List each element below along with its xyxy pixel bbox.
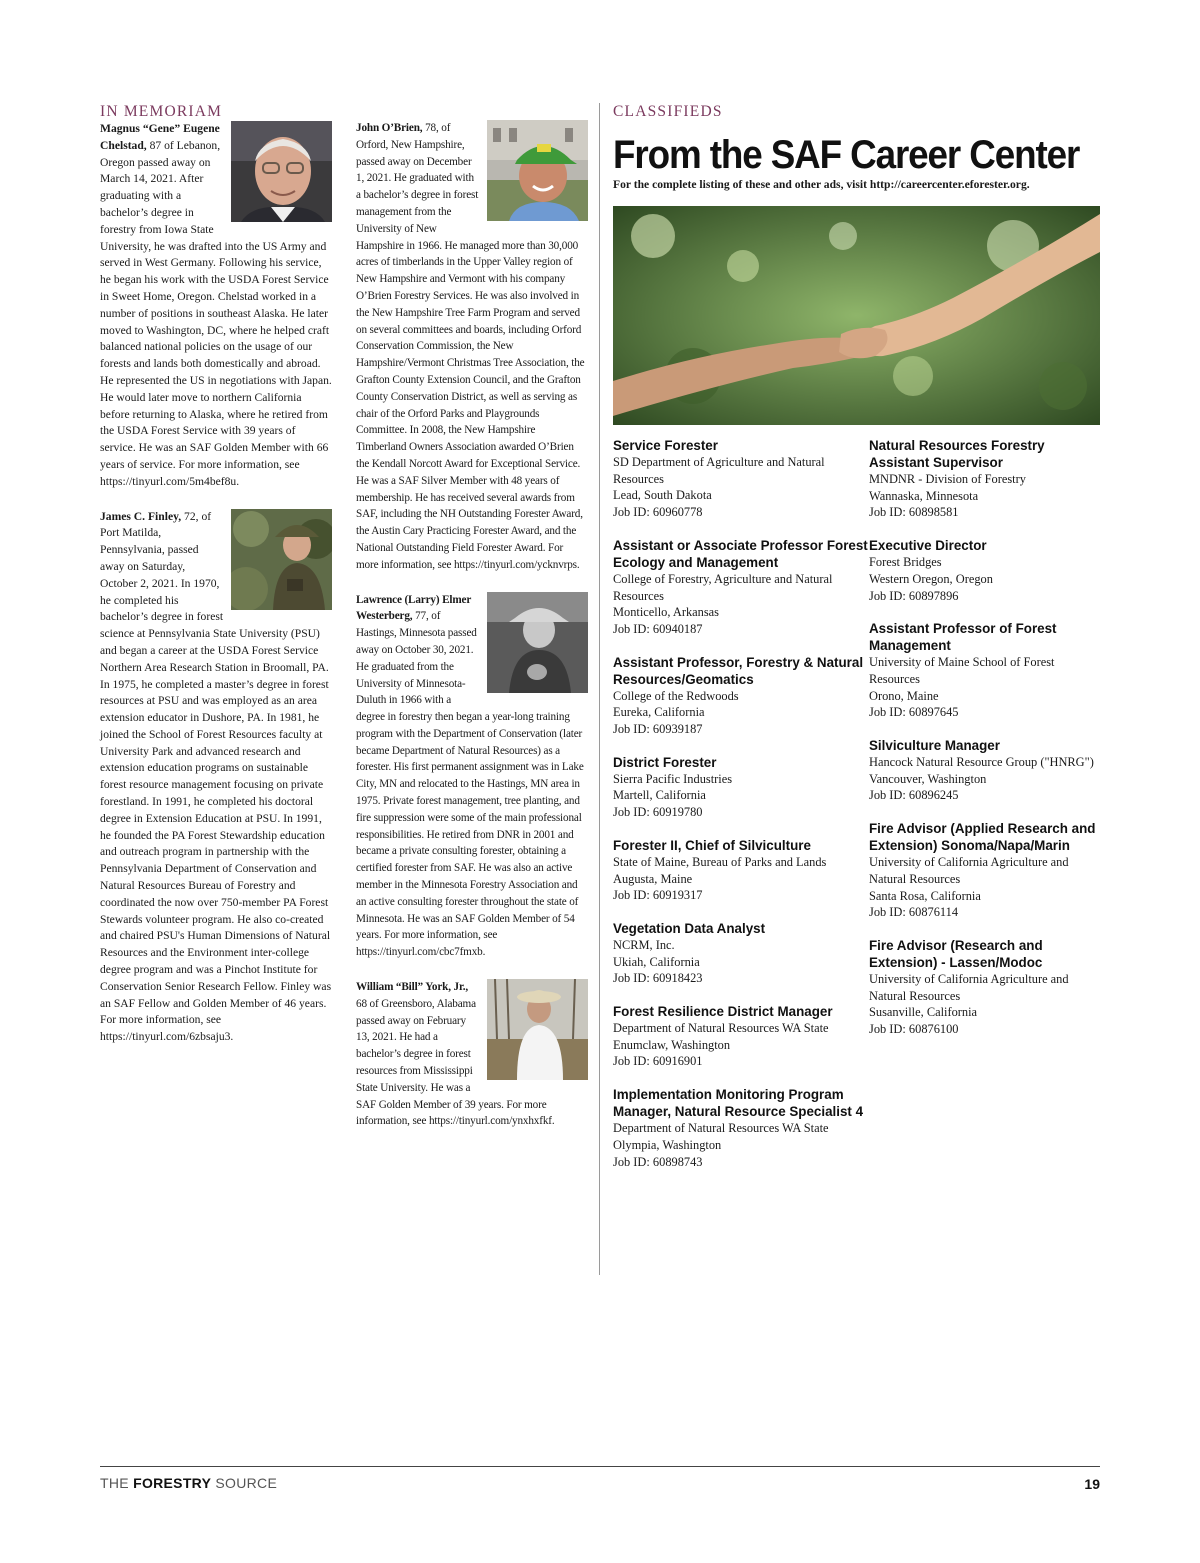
portrait-photo-finley bbox=[231, 509, 332, 610]
job-detail-line: Department of Natural Resources WA State bbox=[613, 1121, 829, 1136]
job-listing bbox=[869, 620, 1100, 721]
job-detail-line: Job ID: 60876100 bbox=[869, 1022, 959, 1037]
job-detail-line: Forest Bridges bbox=[869, 555, 942, 570]
portrait-photo-chelstad bbox=[231, 121, 332, 222]
job-detail-line: Monticello, Arkansas bbox=[613, 605, 719, 620]
job-title: Assistant Professor, Forestry & Natural Resources/Geomatics bbox=[613, 654, 864, 687]
publication-name-bold: FORESTRY bbox=[133, 1475, 212, 1491]
job-detail-line: Lead, South Dakota bbox=[613, 488, 712, 503]
job-detail-line: Sierra Pacific Industries bbox=[613, 771, 733, 786]
section-label-classifieds: CLASSIFIEDS bbox=[613, 103, 723, 120]
job-detail-line: University of California Agriculture and Natural Resources bbox=[869, 971, 1069, 1003]
page-number: 19 bbox=[1084, 1476, 1100, 1492]
obituary-text: 72, of Port Matilda, Pennsylvania, passed away on Saturday, October 2, 2021. In 1970, he completed his bachelor’s degree in forest science at Pennsylvania State University (PSU) and began a career at the USDA Forest Service Northern Area Research Station in Broomall, PA. In 1975, he completed a master’s degree in forest resources at PSU and was employed as an area extension educator in Dushore, PA. In 1981, he joined the School of Forest Resources faculty at University Park and advanced research and extension education programs on sustainable forest resource management focusing on private forestland. In 1991, he completed his doctoral degree in Extension Education at PSU. In 1991, he founded the PA Forest Stewardship education and outreach program in partnership with the Pennsylvania Department of Conservation and Natural Resources Bureau of Forestry and coordinated the now over 750-member PA Forest Stewards volunteer program. He also co-created and chaired PSU's Human Dimensions of Natural Resources and the Environment inter-college degree program and was a Pinchot Institute for Conservation Senior Research Fellow. Finley was an SAF Fellow and Golden Member of 46 years. For more information, see https://tinyurl.com/6zbsaju3. bbox=[100, 509, 332, 1044]
job-detail-line: Martell, California bbox=[613, 788, 706, 803]
obituary-obrien bbox=[356, 120, 588, 574]
job-title: Fire Advisor (Applied Research and Extension) Sonoma/Napa/Marin bbox=[869, 821, 1096, 854]
obituary-text: 78, of Orford, New Hampshire, passed away on December 1, 2021. He graduated with a bachelor’s degree in forest management from the University of New Hampshire in 1966. He managed more than 30,000 acres of timberlands in the Upper Valley region of New Hampshire and Vermont with his company O’Brien Forestry Services. He was also involved in the New Hampshire Tree Farm Program and served on several committees and boards, including Orford Conservation Commission, the New Hampshire/Vermont Christmas Tree Association, the Grafton County Extension Council, and the Grafton County Conservation District, as well as serving as chair of the Orford Parks and Playgrounds Committee. In 2008, the New Hampshire Timberland Owners Association awarded O’Brien the Kendall Norcott Award for Exceptional Service. He was a SAF Silver Member with 48 years of membership. He has received several awards from SAF, including the NH Outstanding Forester Award, the Austin Cary Practicing Forester Award, and the National Outstanding Field Forester Award. For more information, see https://tinyurl.com/ycknvrps. bbox=[356, 122, 585, 571]
job-detail-line: MNDNR - Division of Forestry bbox=[869, 472, 1026, 486]
job-detail-line: University of California Agriculture and Natural Resources bbox=[869, 855, 1069, 886]
column-divider bbox=[599, 103, 600, 1275]
job-listing bbox=[869, 537, 1100, 604]
job-detail-line: Job ID: 60897645 bbox=[869, 705, 959, 720]
job-detail-line: Hancock Natural Resource Group ("HNRG") bbox=[869, 755, 1094, 770]
job-detail-line: Department of Natural Resources WA State bbox=[613, 1021, 829, 1036]
job-detail-line: Wannaska, Minnesota bbox=[869, 488, 979, 503]
job-listing bbox=[869, 437, 1100, 521]
job-detail-line: Orono, Maine bbox=[869, 688, 939, 703]
job-detail-line: Job ID: 60939187 bbox=[613, 722, 703, 737]
obituary-name: Magnus “Gene” Eugene Chelstad, bbox=[100, 122, 220, 152]
job-listing bbox=[613, 1003, 869, 1070]
portrait-photo-york bbox=[487, 979, 588, 1080]
job-title: Executive Director bbox=[869, 538, 987, 554]
publication-name-prefix: THE bbox=[100, 1475, 134, 1491]
job-detail-line: University of Maine School of Forest Resources bbox=[869, 655, 1055, 686]
job-detail-line: Augusta, Maine bbox=[613, 871, 693, 886]
job-detail-line: State of Maine, Bureau of Parks and Lands bbox=[613, 854, 827, 869]
portrait-photo-obrien bbox=[487, 120, 588, 221]
job-title: Natural Resources Forestry Assistant Supervisor bbox=[869, 438, 1045, 470]
job-detail-line: Job ID: 60918423 bbox=[613, 971, 703, 986]
job-listing bbox=[613, 1086, 869, 1170]
job-detail-line: College of the Redwoods bbox=[613, 688, 739, 703]
job-detail-line: Job ID: 60898581 bbox=[869, 505, 959, 520]
job-detail-line: College of Forestry, Agriculture and Natural Resources bbox=[613, 571, 833, 603]
job-listings-left bbox=[613, 437, 869, 1186]
publication-name bbox=[100, 1475, 277, 1491]
job-title: Vegetation Data Analyst bbox=[613, 920, 766, 936]
classifieds-subtitle: For the complete listing of these and other ads, visit http://careercenter.eforester.org. bbox=[613, 178, 1030, 191]
job-listing bbox=[869, 820, 1100, 921]
handshake-photo bbox=[613, 206, 1100, 425]
job-title: Assistant or Associate Professor Forest Ecology and Management bbox=[613, 537, 868, 570]
job-detail-line: Job ID: 60876114 bbox=[869, 905, 959, 920]
job-title: Fire Advisor (Research and Extension) - Lassen/Modoc bbox=[869, 937, 1043, 970]
obituary-name: Lawrence (Larry) Elmer Westerberg, bbox=[356, 593, 471, 623]
job-detail-line: Eureka, California bbox=[613, 705, 705, 720]
job-listing bbox=[613, 537, 869, 638]
job-title: Implementation Monitoring Program Manager, Natural Resource Specialist 4 bbox=[613, 1087, 864, 1120]
obituary-text: 87 of Lebanon, Oregon passed away on March 14, 2021. After graduating with a bachelor’s degree in forestry from Iowa State University, he was drafted into the US Army and served in West Germany. Following his service, he began his work with the USDA Forest Service in Sweet Home, Oregon. Chelstad worked in a number of positions in southeast Alaska. He later moved to Washington, DC, where he helped craft balanced national policies on the usage of our forests and lands both domestically and abroad. He represented the US in negotiations with Japan. He would later move to northern California before returning to Alaska, where he retired from the USDA Forest Service with 39 years of service. He was an SAF Golden Member with 66 years of service. For more information, see https://tinyurl.com/5m4bef8u. bbox=[100, 138, 332, 488]
obituary-york bbox=[356, 979, 588, 1130]
job-detail-line: Enumclaw, Washington bbox=[613, 1037, 731, 1052]
job-detail-line: Job ID: 60916901 bbox=[613, 1054, 703, 1069]
job-detail-line: SD Department of Agriculture and Natural Resources bbox=[613, 455, 825, 486]
job-listing bbox=[613, 837, 869, 904]
job-detail-line: Job ID: 60898743 bbox=[613, 1154, 703, 1169]
job-detail-line: Job ID: 60960778 bbox=[613, 505, 703, 520]
portrait-photo-westerberg bbox=[487, 592, 588, 693]
obituary-text: 68 of Greensboro, Alabama passed away on February 13, 2021. He had a bachelor’s degree in forest resources from Mississippi State University. He was a SAF Golden Member of 39 years. For more information, see https://tinyurl.com/ynxhxfkf. bbox=[356, 997, 555, 1128]
classifieds-title: From the SAF Career Center bbox=[613, 133, 1080, 177]
job-title: Forester II, Chief of Silviculture bbox=[613, 837, 811, 853]
job-listing bbox=[869, 737, 1100, 804]
job-detail-line: Job ID: 60896245 bbox=[869, 788, 959, 803]
obituary-name: William “Bill” York, Jr., bbox=[356, 981, 469, 994]
job-detail-line: Susanville, California bbox=[869, 1005, 978, 1020]
job-detail-line: Job ID: 60919317 bbox=[613, 888, 703, 903]
job-title: Silviculture Manager bbox=[869, 738, 1000, 754]
job-listing bbox=[613, 754, 869, 821]
job-listing bbox=[613, 437, 869, 521]
job-listings bbox=[613, 437, 1100, 1186]
job-detail-line: Olympia, Washington bbox=[613, 1137, 722, 1152]
job-detail-line: Western Oregon, Oregon bbox=[869, 571, 993, 586]
job-title: Assistant Professor of Forest Management bbox=[869, 621, 1057, 654]
job-detail-line: Vancouver, Washington bbox=[869, 771, 987, 786]
classifieds-column bbox=[613, 103, 1100, 1186]
publication-name-suffix: SOURCE bbox=[211, 1475, 278, 1491]
footer-divider bbox=[100, 1466, 1100, 1467]
job-listings-right bbox=[869, 437, 1100, 1186]
job-detail-line: Ukiah, California bbox=[613, 954, 700, 969]
obituary-text: 77, of Hastings, Minnesota passed away on October 30, 2021. He graduated from the University of Minnesota-Duluth in 1966 with a degree in forestry then began a year-long training program with the Department of Conservation (later became Department of Natural Resources) as a forester. His first permanent assignment was in Lake City, MN and relocated to the Hastings, MN area in 1975. Private forest management, tree planting, and fire suppression were some of the main professional responsibilities. He retired from DNR in 2001 and became a private consulting forester, obtaining a certified forester from SAF. He was also an active member in the Minnesota Forestry Association and an active consulting forester throughout the state of Minnesota. He was an SAF Golden Member of 54 years. For more information, see https://tinyurl.com/cbc7fmxb. bbox=[356, 610, 584, 959]
obituary-finley bbox=[100, 509, 332, 1047]
job-detail-line: Santa Rosa, California bbox=[869, 888, 981, 903]
job-detail-line: Job ID: 60940187 bbox=[613, 621, 703, 636]
job-listing bbox=[613, 920, 869, 987]
memoriam-column-2 bbox=[356, 120, 588, 1148]
job-listing bbox=[613, 654, 869, 738]
obituary-name: John O’Brien, bbox=[356, 122, 423, 134]
job-title: Service Forester bbox=[613, 438, 718, 453]
section-label-memoriam: IN MEMORIAM bbox=[100, 103, 223, 120]
job-detail-line: Job ID: 60897896 bbox=[869, 588, 959, 603]
memoriam-column-1 bbox=[100, 103, 332, 1064]
obituary-chelstad bbox=[100, 121, 332, 491]
job-detail-line: Job ID: 60919780 bbox=[613, 805, 703, 820]
obituary-name: James C. Finley, bbox=[100, 509, 182, 523]
job-listing bbox=[869, 937, 1100, 1038]
obituary-westerberg bbox=[356, 592, 588, 962]
job-detail-line: NCRM, Inc. bbox=[613, 937, 675, 952]
job-title: District Forester bbox=[613, 754, 717, 770]
job-title: Forest Resilience District Manager bbox=[613, 1004, 833, 1020]
